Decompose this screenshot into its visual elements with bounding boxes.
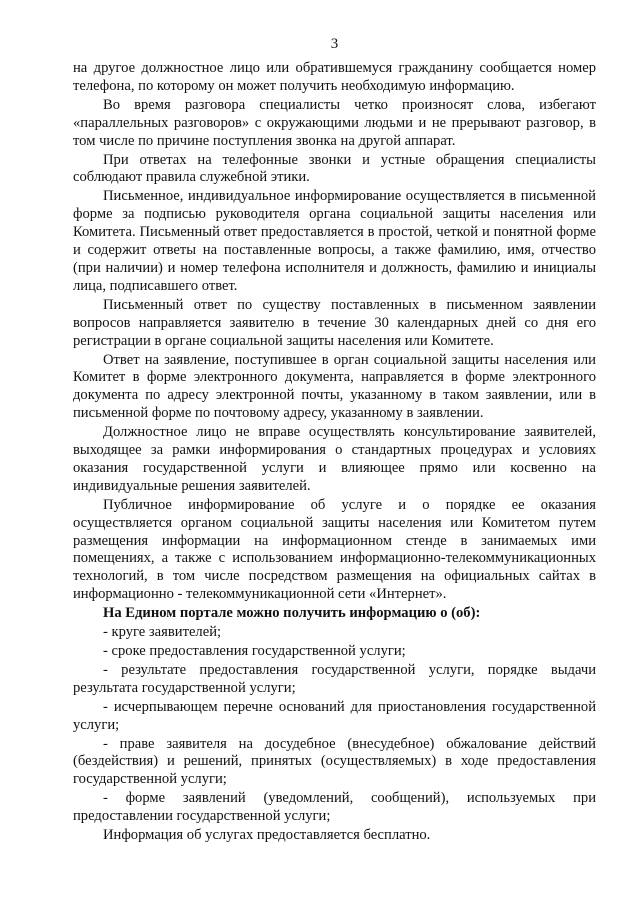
paragraph: - исчерпывающем перечне оснований для приостановления государственной услуги;: [73, 698, 596, 733]
paragraph: Ответ на заявление, поступившее в орган социальной защиты населения или Комитет в форме электронного документа, направляется в форме электронного документа по адресу электронной почты, указанному в таком заявлении, или в письменной форме по почтовому адресу, указанному в заявлении.: [73, 351, 596, 422]
paragraph: - форме заявлений (уведомлений, сообщений), используемых при предоставлении государственной услуги;: [73, 790, 596, 825]
paragraph: Письменное, индивидуальное информирование осуществляется в письменной форме за подписью руководителя органа социальной защиты населения или Комитета. Письменный ответ предоставляется в простой, четкой и понятной форме и содержит ответы на поставленные вопросы, а также фамилию, имя, отчество (при наличии) и номер телефона исполнителя и должность, фамилию и инициалы лица, подписавшего ответ.: [73, 188, 596, 294]
paragraph: - сроке предоставления государственной услуги;: [103, 643, 406, 659]
paragraph: - результате предоставления государственной услуги, порядке выдачи результата государственной услуги;: [73, 661, 596, 696]
page-number: 3: [330, 36, 339, 52]
paragraph: Должностное лицо не вправе осуществлять консультирование заявителей, выходящее за рамки информирования о стандартных процедурах и условиях оказания государственной услуги и влияющее прямо или косвенно на индивидуальные решения заявителей.: [73, 424, 596, 494]
paragraph: Письменный ответ по существу поставленных в письменном заявлении вопросов направляется заявителю в течение 30 календарных дней со дня его регистрации в органе социальной защиты населения или Комитете.: [73, 296, 596, 349]
paragraph: При ответах на телефонные звонки и устные обращения специалисты соблюдают правила служебной этики.: [73, 151, 596, 186]
document-body: [73, 60, 596, 845]
section-heading: На Едином портале можно получить информацию о (об):: [103, 605, 481, 622]
paragraph: на другое должностное лицо или обратившемуся гражданину сообщается номер телефона, по которому он может получить необходимую информацию.: [73, 60, 596, 94]
paragraph: - круге заявителей;: [103, 624, 222, 641]
paragraph: Публичное информирование об услуге и о порядке ее оказания осуществляется органом социальной защиты населения или Комитетом путем размещения информации на информационном стенде в занимаемых ими помещениях, а также с использованием информационно-телекоммуникационных технологий, в том числе посредством размещения на официальных сайтах в информационно - телекоммуникационной сети «Интернет».: [73, 496, 596, 603]
paragraph: - праве заявителя на досудебное (внесудебное) обжалование действий (бездействия) и решений, принятых (осуществляемых) в ходе предоставления государственной услуги;: [73, 735, 596, 788]
paragraph: Информация об услугах предоставляется бесплатно.: [103, 827, 431, 844]
paragraph: Во время разговора специалисты четко произносят слова, избегают «параллельных разговоров» с окружающими людьми и не прерывают разговор, в том числе по причине поступления звонка на другой аппарат.: [73, 96, 596, 149]
